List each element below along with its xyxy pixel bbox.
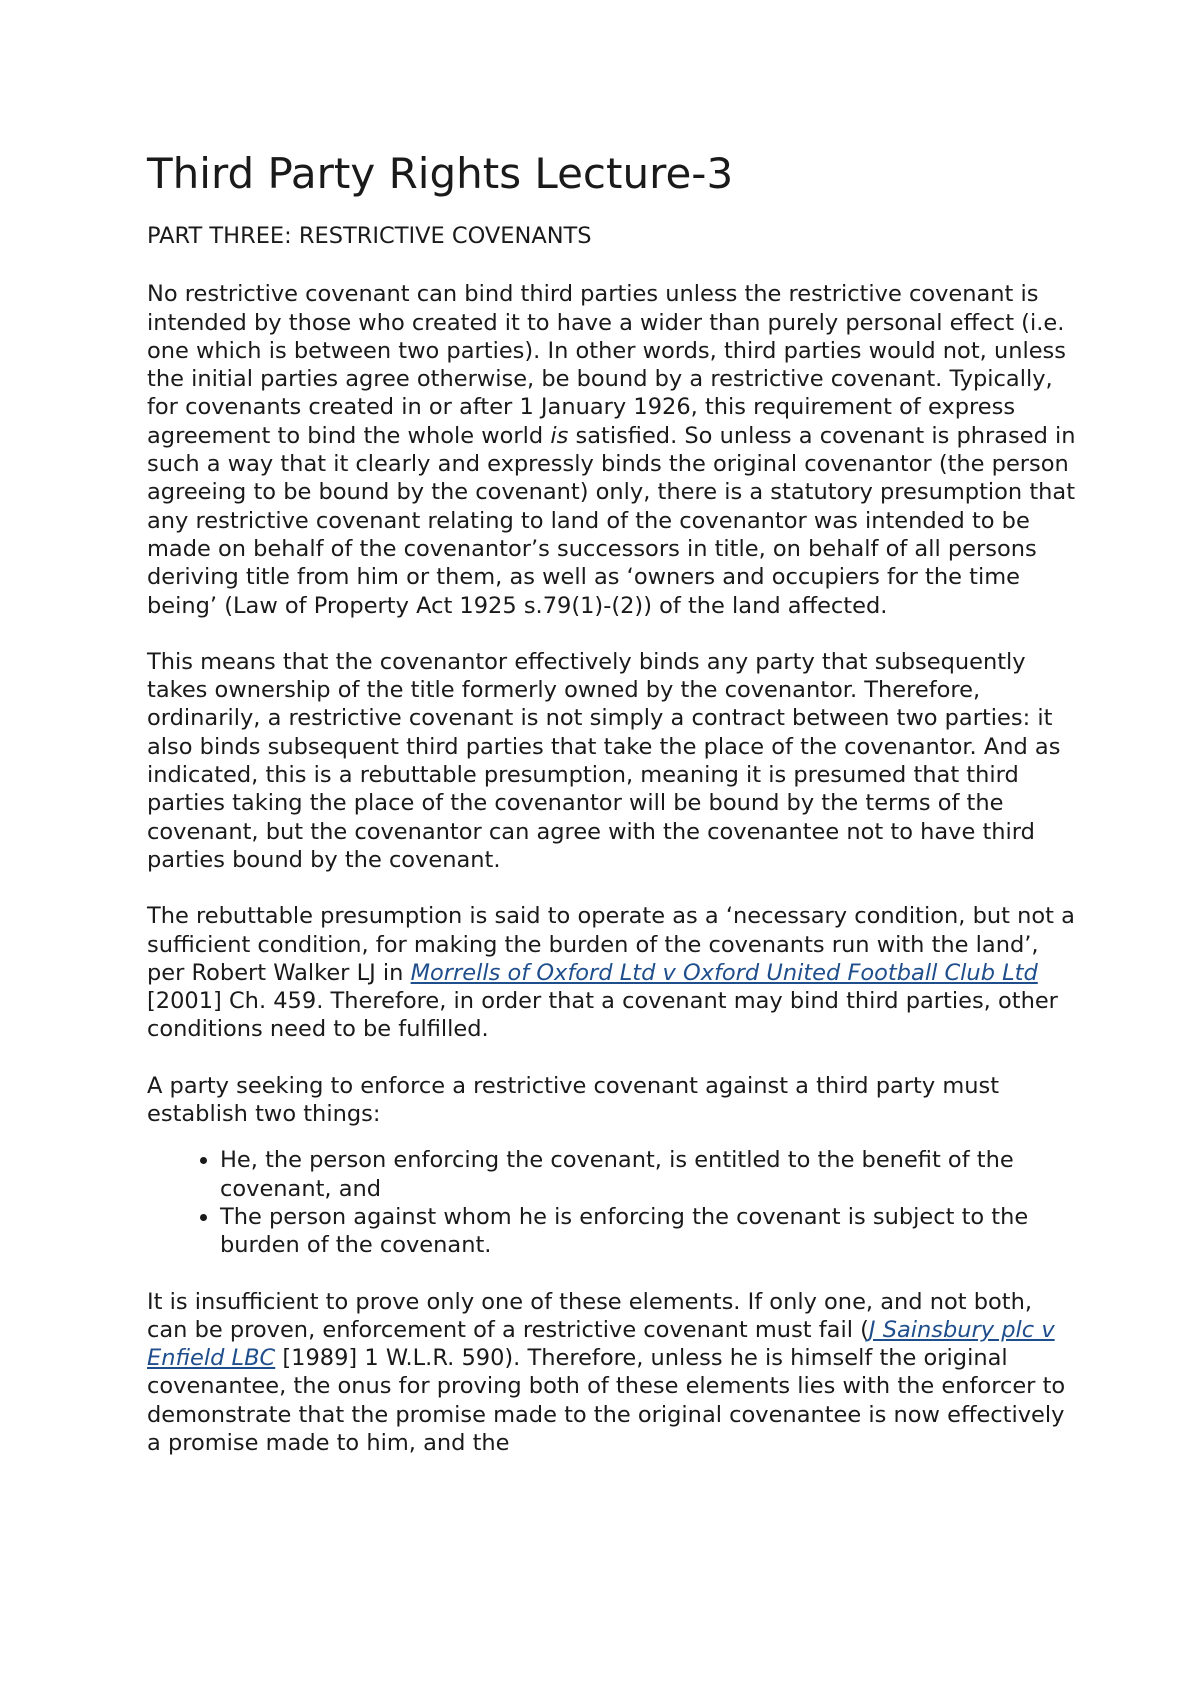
list-item: • He, the person enforcing the covenant, is entitled to the benefit of the covenant, and xyxy=(220,1146,1077,1203)
document-title: Third Party Rights Lecture-3 xyxy=(147,149,734,198)
paragraph-text: The rebuttable presumption is said to operate as a ‘necessary condition, but not a sufficient condition, for making the burden of the covenants run with the land’, per Robert Walker LJ in xyxy=(147,903,1075,986)
paragraph-text: [1989] 1 W.L.R. 590). Therefore, unless he is himself the original covenantee, the onus for proving both of these elements lies with the enforcer to demonstrate that the promise made to the original covenantee is now effectively a promise made to him, and the xyxy=(147,1345,1066,1456)
list-item: • The person against whom he is enforcing the covenant is subject to the burden of the covenant. xyxy=(220,1203,1077,1260)
paragraph-text: No restrictive covenant can bind third parties unless the restrictive covenant is intended by those who created it to have a wider than purely personal effect (i.e. one which is between two parties). In other words, third parties would not, unless the initial parties agree otherwise, be bound by a restrictive covenant. Typically, for covenants created in or after 1 January 1926, this requirement of express agreement to bind the whole world xyxy=(147,281,1067,449)
paragraph-text: It is insufficient to prove only one of these elements. If only one, and not both, can be proven, enforcement of a restrictive covenant must fail ( xyxy=(147,1288,1032,1343)
paragraph-text: satisfied. So unless a covenant is phrased in such a way that it clearly and expressly binds the original covenantor (the person agreeing to be bound by the covenant) only, there is a statutory presumption that any restrictive covenant relating to land of the covenantor was intended to be made on behalf of the covenantor’s successors in title, on behalf of all persons deriving title from him or them, as well as ‘owners and occupiers for the time being’ (Law of Property Act 1925 s.79(1)-(2)) of the land affected. xyxy=(147,422,1076,619)
paragraph-statutory-presumption xyxy=(147,280,1077,620)
document-page xyxy=(147,148,1077,1485)
requirements-list xyxy=(147,1146,1077,1259)
paragraph-necessary-condition xyxy=(147,902,1077,1043)
paragraph-binds-successors: This means that the covenantor effectively binds any party that subsequently takes ownership of the title formerly owned by the covenantor. Therefore, ordinarily, a restrictive covenant is not simply a contract between two parties: it also binds subsequent third parties that take the place of the covenantor. And as indicated, this is a rebuttable presumption, meaning it is presumed that third parties taking the place of the covenantor will be bound by the terms of the covenant, but the covenantor can agree with the covenantee not to have third parties bound by the covenant. xyxy=(147,648,1061,873)
paragraph-two-things: A party seeking to enforce a restrictive covenant against a third party must establish two things: xyxy=(147,1072,1000,1128)
paragraph-insufficient xyxy=(147,1288,1077,1458)
emphasis-is: is xyxy=(550,422,569,449)
case-link-sainsbury[interactable]: J Sainsbury plc v Enfield LBC xyxy=(147,1316,1055,1372)
paragraph-text: [2001] Ch. 459. Therefore, in order that a covenant may bind third parties, other conditions need to be fulfilled. xyxy=(147,988,1058,1043)
case-link-morrells[interactable]: Morrells of Oxford Ltd v Oxford United Football Club Ltd xyxy=(410,959,1038,986)
part-heading: PART THREE: RESTRICTIVE COVENANTS xyxy=(147,223,592,249)
